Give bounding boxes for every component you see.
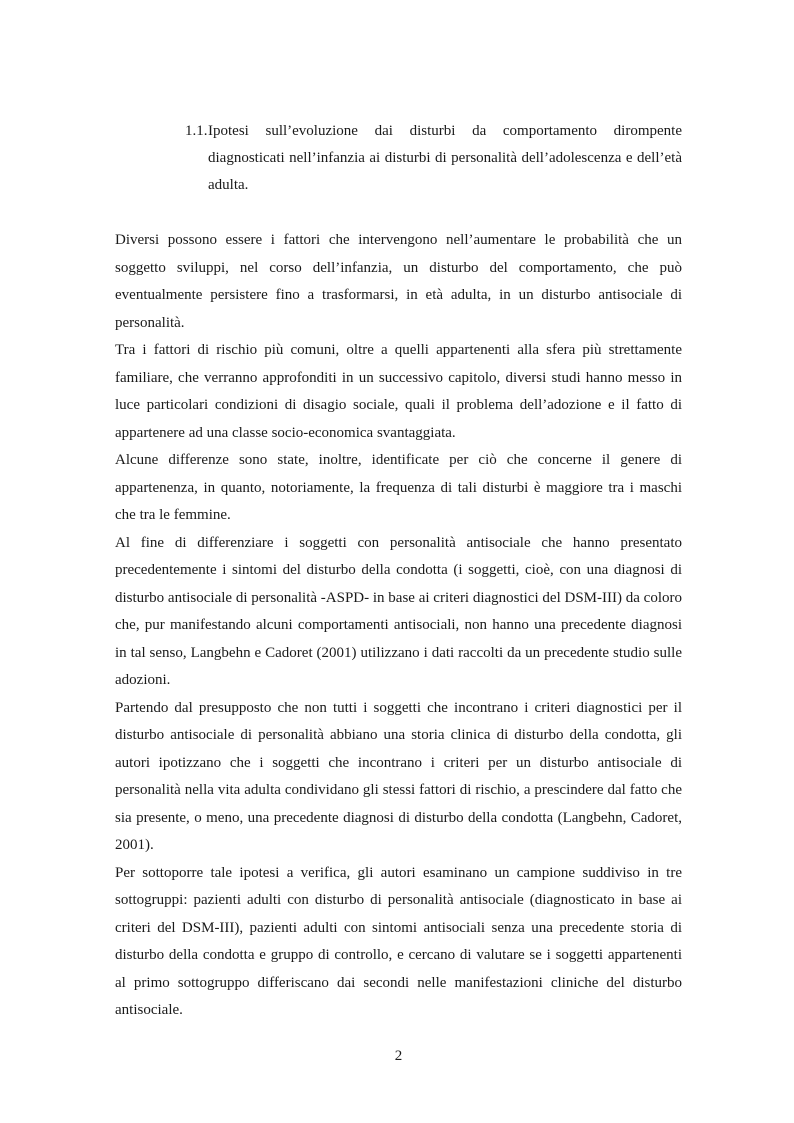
page-number: 2 bbox=[394, 1048, 403, 1064]
document-page bbox=[115, 0, 682, 1123]
paragraph: Per sottoporre tale ipotesi a verifica, gli autori esaminano un campione suddiviso in tre sottogruppi: pazienti adulti con disturbo di personalità antisociale (diagnosticato in base ai criteri del DSM-III), pazienti adulti con sintomi antisociali senza una precedente storia di disturbo della condotta e gruppo di controllo, e cercano di valutare se i soggetti appartenenti al primo sottogruppo differiscano dai secondi nelle manifestazioni cliniche del disturbo antisociale. bbox=[115, 864, 682, 1018]
paragraph: Al fine di differenziare i soggetti con personalità antisociale che hanno presentato precedentemente i sintomi del disturbo della condotta (i soggetti, cioè, con una diagnosi di disturbo antisociale di personalità -ASPD- in base ai criteri diagnostici del DSM-III) da coloro che, pur manifestando alcuni comportamenti antisociali, non hanno una precedente diagnosi in tal senso, Langbehn e Cadoret (2001) utilizzano i dati raccolti da un precedente studio sulle adozioni. bbox=[115, 534, 682, 688]
paragraph: Partendo dal presupposto che non tutti i soggetti che incontrano i criteri diagnostici per il disturbo antisociale di personalità abbiano una storia clinica di disturbo della condotta, gli autori ipotizzano che i soggetti che incontrano i criteri per un disturbo antisociale di personalità nella vita adulta condividano gli stessi fattori di rischio, a prescindere dal fatto che sia presente, o meno, una precedente diagnosi di disturbo della condotta (Langbehn, Cadoret, 2001). bbox=[115, 699, 682, 853]
section-title: Ipotesi sull’evoluzione dai disturbi da comportamento dirompente diagnosticati nell’infanzia ai disturbi di personalità dell’adolescenza e dell’età adulta. bbox=[208, 123, 682, 193]
paragraph: Tra i fattori di rischio più comuni, oltre a quelli appartenenti alla sfera più strettamente familiare, che verranno approfonditi in un successivo capitolo, diversi studi hanno messo in luce particolari condizioni di disagio sociale, quali il problema dell’adozione e il fatto di appartenere ad una classe socio-economica svantaggiata. bbox=[115, 342, 682, 441]
paragraph: Diversi possono essere i fattori che intervengono nell’aumentare le probabilità che un soggetto sviluppi, nel corso dell’infanzia, un disturbo del comportamento, che può eventualmente persistere fino a trasformarsi, in età adulta, in un disturbo antisociale di personalità. bbox=[115, 232, 682, 331]
section-heading bbox=[185, 118, 682, 199]
section-number: 1.1. bbox=[185, 123, 208, 139]
paragraph: Alcune differenze sono state, inoltre, identificate per ciò che concerne il genere di appartenenza, in quanto, notoriamente, la frequenza di tali disturbi è maggiore tra i maschi che tra le femmine. bbox=[115, 452, 682, 523]
body-text bbox=[115, 227, 682, 1025]
